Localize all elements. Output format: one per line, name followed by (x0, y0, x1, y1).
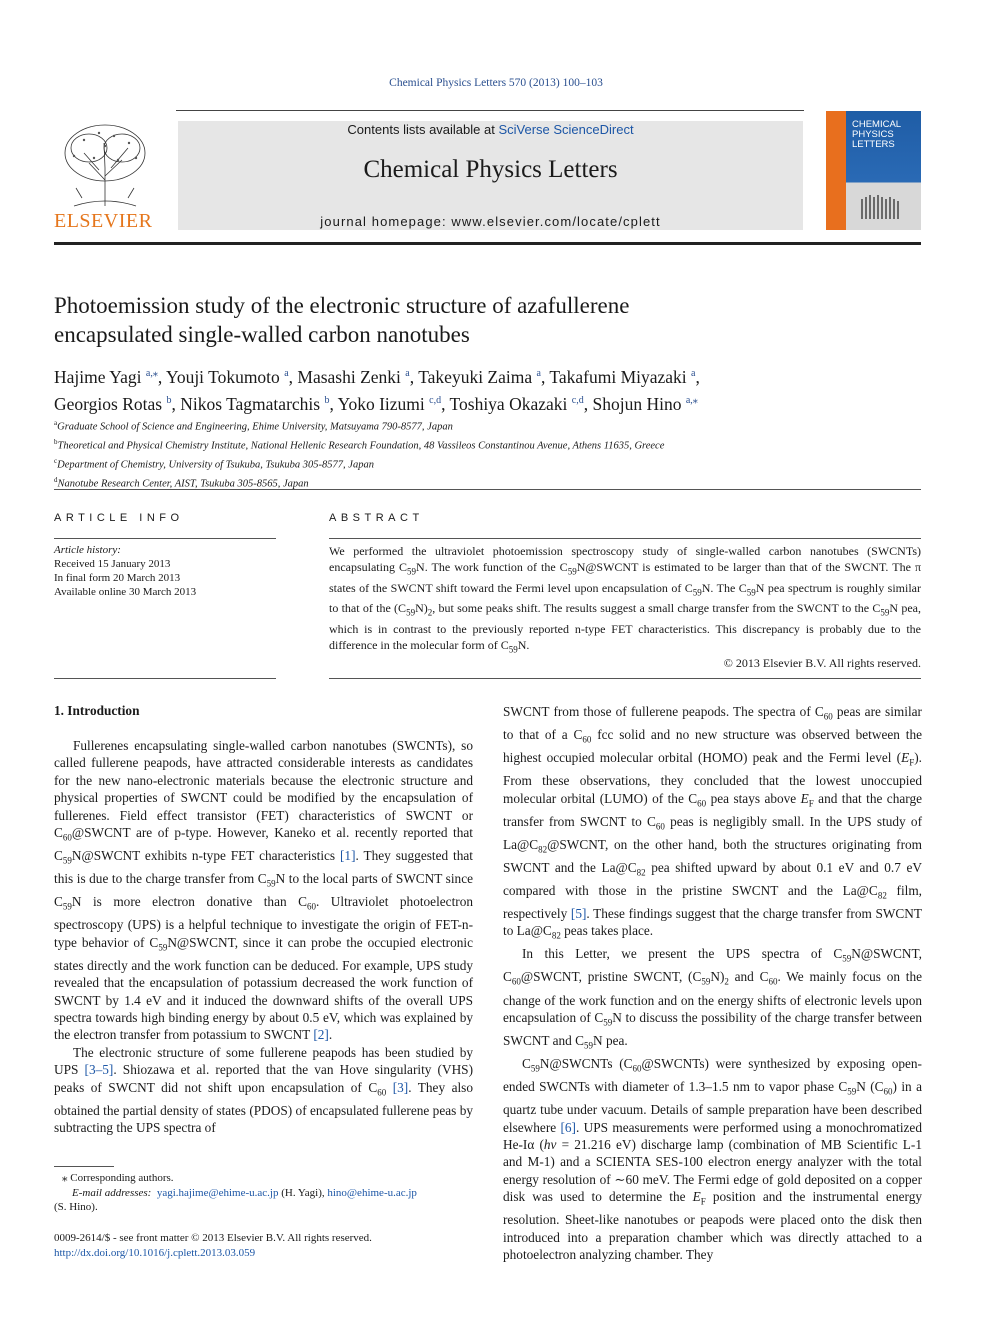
footnote-rule (54, 1166, 114, 1167)
cover-line: PHYSICS (852, 129, 894, 140)
author[interactable]: Shojun Hino $^{a,⁎}$ (592, 393, 698, 414)
title-line: Photoemission study of the electronic structure of azafullerene (54, 293, 630, 318)
homepage-link[interactable]: www.elsevier.com/locate/cplett (451, 214, 661, 229)
author[interactable]: Nikos Tagmatarchis $^b$, (180, 393, 338, 414)
contents-available-line (178, 122, 803, 137)
section-rule (329, 678, 921, 679)
affiliation: $^d$Nanotube Research Center, AIST, Tsukuba 305-8565, Japan (54, 476, 309, 490)
email-link[interactable]: hino@ehime-u.ac.jp (327, 1186, 417, 1199)
citation-link[interactable]: [3] (392, 1079, 409, 1095)
citation-link[interactable]: [6] (560, 1119, 576, 1135)
citation-link[interactable]: [1] (340, 848, 356, 864)
author[interactable]: Takafumi Miyazaki $^a$, (549, 366, 700, 387)
abstract-text: We performed the ultraviolet photoemission spectroscopy study of single-walled carbon nanotubes (SWCNTs) encapsulating $C_{59}N$. The work function of the $C_{59}N@SWCNT$ is estimated to be larger than that of the SWCNT. The π states of the SWCNT shift toward the Fermi level upon encapsulation of $C_{59}N$. The $C_{59}N$ pea spectrum is roughly similar to that of the $(C_{59}N)_2$, but some peaks shift. The results suggest a small charge transfer from the SWCNT to the $C_{59}N$ pea, which is in contrast to the previously reported n-type FET characteristics. This discrepancy is probably due to the difference in the molecular form of $C_{59}N$. (329, 544, 922, 655)
citation-link[interactable]: [5] (570, 905, 587, 921)
author[interactable]: Hajime Yagi $^{a,⁎}$, (54, 366, 166, 387)
journal-homepage-line (178, 214, 803, 229)
affiliation: $^c$Department of Chemistry, University of Tsukuba, Tsukuba 305-8577, Japan (54, 457, 374, 471)
author[interactable]: Masashi Zenki $^a$, (297, 366, 419, 387)
issn-line: 0009-2614/$ - see front matter © 2013 Elsevier B.V. All rights reserved. (54, 1232, 372, 1244)
article-title (54, 291, 924, 349)
sciencedirect-link[interactable]: SciVerse ScienceDirect (498, 122, 634, 137)
section-rule (54, 489, 921, 490)
body-column-right (503, 703, 922, 1263)
homepage-prefix: journal homepage: (320, 214, 452, 229)
body-column-left (54, 737, 473, 1136)
doi-link[interactable]: http://dx.doi.org/10.1016/j.cplett.2013.03.059 (54, 1246, 256, 1259)
paragraph: SWCNT from those of fullerene peapods. The spectra of $C_{60}$ peas are similar to that of a $C_{60}$ fcc solid and no new structure was observed between the highest occupied molecular orbital (HOMO) peak and the Fermi level $(E_F)$. From these observations, they concluded that the lowest unoccupied molecular orbital (LUMO) of the $C_{60}$ pea stays above $E_F$ and that the charge transfer from SWCNT to $C_{60}$ peas is negligibly small. In the UPS study of $La@C_{82}@SWCNT$, on the other hand, both the structures originating from SWCNT and the $La@C_{82}$ pea shifted upward by about 0.1 eV and 0.7 eV compared with those in the pristine SWCNT and the $La@C_{82}$ film, respectively [5]. These findings suggest that the charge transfer from SWCNT to $La@C_{82}$ peas takes place. (503, 704, 923, 941)
journal-title: Chemical Physics Letters (363, 156, 618, 183)
citation-link[interactable]: [2] (313, 1027, 329, 1043)
citation-link[interactable]: [3–5] (84, 1062, 114, 1078)
corresponding-author-note: ⁎ Corresponding authors. (62, 1172, 174, 1184)
journal-reference[interactable]: Chemical Physics Letters 570 (2013) 100–103 (389, 77, 603, 89)
paragraph: Fullerenes encapsulating single-walled carbon nanotubes (SWCNTs), so called fullerene peapods, have attracted considerable interests as candidates for the new nano-electronic materials because the electronic structure and physical properties of SWCNT could be modified by the encapsulation of fullerenes. Field effect transistor (FET) characteristics of SWCNT or $C_{60}@SWCNT$ are of p-type. However, Kaneko et al. recently reported that $C_{59}N@SWCNT$ exhibits n-type FET characteristics [1]. They suggested that this is due to the charge transfer from $C_{59}N$ to the local parts of SWCNT since $C_{59}N$ is more electron donative than $C_{60}$. Ultraviolet photoelectron spectroscopy (UPS) is a helpful technique to investigate the origin of FET-n-type behavior of $C_{59}N@SWCNT$, since it can probe the occupied electronic states directly and the work function can be deduced. For example, UPS study revealed that the encapsulation of potassium decreased the work function of SWCNT by 1.4 eV and it induced the downward shifts of the overall UPS spectra towards high binding energy by about 0.5 eV, which was explained by the electron transfer from potassium to SWCNT [2]. (54, 738, 473, 1043)
author[interactable]: Takeyuki Zaima $^a$, (418, 366, 550, 387)
author[interactable]: Youji Tokumoto $^a$, (165, 366, 298, 387)
paragraph: In this Letter, we present the UPS spectra of $C_{59}N@SWCNT$, $C_{60}@SWCNT$, pristine SWCNT, $(C_{59}N)_2$ and $C_{60}$. We mainly focus on the change of the work function and on the energy shifts of electronic levels upon encapsulation of $C_{59}N$ to discuss the possibility of the charge transfer between SWCNT and $C_{59}N$ pea. (503, 946, 923, 1051)
header-thick-rule (54, 242, 921, 245)
header-rule (176, 110, 804, 111)
online-date: Available online 30 March 2013 (54, 586, 197, 598)
paragraph: The electronic structure of some fullerene peapods has been studied by UPS [3–5]. Shiozawa et al. reported that the van Hove singularity (VHS) peaks of SWCNT did not shift upon encapsulation of $C_{60}$ [3]. They also obtained the partial density of states (PDOS) of encapsulated fullerene peas by subtracting the UPS spectra of (54, 1044, 474, 1136)
article-history (54, 543, 276, 599)
cover-line: CHEMICAL (852, 119, 902, 130)
history-label: Article history: (54, 544, 121, 556)
section-rule (329, 538, 921, 539)
title-line: encapsulated single-walled carbon nanotubes (54, 322, 470, 347)
final-form-date: In final form 20 March 2013 (54, 572, 181, 584)
footnotes (54, 1171, 473, 1215)
section-rule (54, 538, 276, 539)
author[interactable]: Yoko Iizumi $^{c,d}$, (337, 393, 450, 414)
cover-title (852, 120, 901, 150)
paragraph: $C_{59}N@SWCNTs$ $(C_{60}@SWCNTs)$ were synthesized by exposing open-ended SWCNTs with diameter of 1.3–1.5 nm to vapor phase $C_{59}N$ $(C_{60})$ in a quartz tube under vacuum. Details of sample preparation have been described elsewhere [6]. UPS measurements were performed using a monochromatized He-Iα (hν = 21.216 eV) discharge lamp (combination of MB Scientific L-1 and M-1) and a SCIENTA SES-100 electron energy analyzer with the total energy resolution of ∼60 meV. The Fermi edge of gold deposited on a copper disk was used to determine the $E_F$ position and the instrumental energy resolution. Sheet-like nanotubes or peapods were placed onto the disk then introduced into a preparation chamber which was directly attached to a photoelectron analyzing chamber. They (503, 1056, 922, 1263)
affiliation: $^b$Theoretical and Physical Chemistry Institute, National Hellenic Research Foundation, 48 Vassileos Constantinou Avenue, Athens 11635, Greece (54, 438, 665, 452)
author[interactable]: Toshiya Okazaki $^{c,d}$, (449, 393, 593, 414)
email-note: E-mail addresses: yagi.hajime@ehime-u.ac.jp (H. Yagi), hino@ehime-u.ac.jp (72, 1186, 417, 1199)
contents-prefix: Contents lists available at (347, 122, 499, 137)
email-note-owner: (S. Hino). (54, 1201, 98, 1213)
email-link[interactable]: yagi.hajime@ehime-u.ac.jp (156, 1186, 279, 1199)
page-footer (54, 1231, 554, 1260)
affiliation: $^a$Graduate School of Science and Engineering, Ehime University, Matsuyama 790-8577, Japan (54, 419, 453, 433)
section-rule (54, 678, 276, 679)
elsevier-wordmark: ELSEVIER (54, 210, 153, 232)
abstract-heading: ABSTRACT (329, 512, 424, 524)
author-list (54, 362, 924, 416)
abstract-copyright: © 2013 Elsevier B.V. All rights reserved. (723, 656, 921, 670)
affiliations (54, 416, 924, 492)
section-heading-introduction: 1. Introduction (54, 703, 140, 718)
article-info-heading: ARTICLE INFO (54, 512, 184, 524)
cover-line: LETTERS (852, 139, 895, 150)
received-date: Received 15 January 2013 (54, 558, 171, 570)
author[interactable]: Georgios Rotas $^b$, (54, 393, 181, 414)
